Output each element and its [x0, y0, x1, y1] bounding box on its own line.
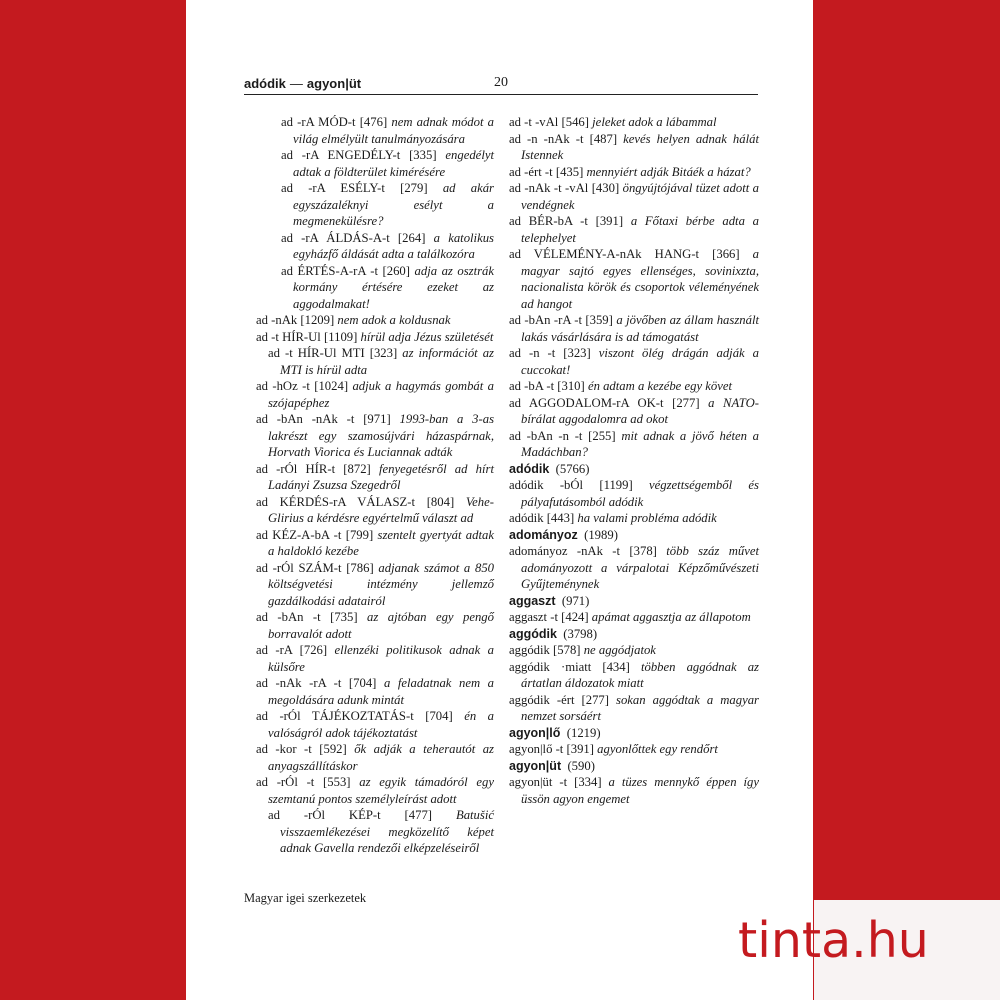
- header-guide-words: [244, 76, 361, 91]
- headword-frequency: (1219): [566, 725, 601, 740]
- footer-title: Magyar igei szerkezetek: [244, 891, 367, 905]
- construction-pattern: ad -rA ESÉLY-t [279]: [281, 181, 428, 195]
- construction-entry: [509, 741, 759, 758]
- example-sentence: Vehe-Glirius a kérdésre egyértelmű választ ad: [268, 494, 495, 525]
- construction-entry: [256, 411, 494, 461]
- construction-pattern: ad -bAn -t [735]: [256, 610, 358, 624]
- header-right-word: agyon|üt: [306, 76, 362, 91]
- example-sentence: nem adok a koldusnak: [337, 313, 451, 327]
- headword: adódik: [509, 461, 550, 476]
- construction-pattern: aggaszt -t [424]: [509, 610, 589, 624]
- construction-entry: [509, 774, 759, 807]
- construction-entry: [509, 659, 759, 692]
- construction-pattern: ad -rA ENGEDÉLY-t [335]: [281, 148, 437, 162]
- construction-pattern: ad KÉRDÉS-rA VÁLASZ-t [804]: [256, 494, 455, 509]
- construction-entry: [256, 527, 494, 560]
- example-sentence: a katolikus egyházfő áldását adta a találkozóra: [293, 230, 494, 261]
- example-sentence: öngyújtójával tüzet adott a vendégnek: [521, 181, 759, 212]
- construction-pattern: ad -nAk -rA -t [704]: [256, 676, 377, 690]
- example-sentence: kevés helyen adnak hálát Istennek: [521, 131, 759, 162]
- construction-entry: [268, 807, 494, 857]
- example-sentence: jeleket adok a lábammal: [592, 115, 717, 129]
- example-sentence: ad akár egyszázaléknyi esélyt a megmenekülésre?: [293, 181, 494, 228]
- construction-pattern: aggódik ·miatt [434]: [509, 659, 630, 674]
- example-sentence: én a valóságról adok tájékoztatást: [268, 709, 494, 740]
- construction-entry: [509, 692, 759, 725]
- construction-entry: [256, 312, 494, 329]
- example-sentence: a jövőben az állam használt lakás vásárlására is ad támogatást: [521, 313, 759, 344]
- headword-entry: [509, 593, 759, 610]
- running-header: [244, 76, 758, 95]
- headword-frequency: (590): [567, 758, 595, 773]
- construction-entry: [268, 345, 494, 378]
- construction-pattern: ad -rÓl HÍR-t [872]: [256, 461, 371, 476]
- construction-entry: [509, 543, 759, 593]
- headword: agyon|lő: [509, 725, 561, 740]
- example-sentence: sokan aggódtak a magyar nemzet sorsáért: [521, 692, 759, 723]
- construction-entry: [509, 428, 759, 461]
- construction-pattern: ad -n -nAk -t [487]: [509, 131, 618, 146]
- construction-entry: [509, 378, 759, 395]
- construction-entry: [509, 510, 759, 527]
- headword-frequency: (1989): [584, 527, 618, 542]
- construction-entry: [256, 560, 494, 610]
- example-sentence: nem adnak módot a világ elmélyült tanulmányozására: [293, 115, 494, 146]
- headword: adományoz: [509, 527, 578, 542]
- example-sentence: a magyar sajtó egyes ellenséges, sovinixzta, nacionalista körök és csoportok véleményének ad hangot: [521, 247, 760, 311]
- construction-entry: [509, 213, 759, 246]
- construction-pattern: ad -t -vAl [546]: [509, 115, 589, 129]
- headword-entry: [509, 758, 759, 775]
- construction-pattern: ad -t HÍR-Ul [1109]: [256, 329, 358, 344]
- example-sentence: ők adják a teherautót az anyagszállításkor: [268, 742, 494, 773]
- headword-entry: [509, 527, 759, 544]
- headword-entry: [509, 626, 759, 643]
- construction-pattern: ad -rÓl SZÁM-t [786]: [256, 560, 374, 575]
- construction-pattern: ad -kor -t [592]: [256, 742, 347, 756]
- construction-pattern: ad -hOz -t [1024]: [256, 379, 349, 393]
- example-sentence: több száz művet adományozott a várpalotai Képzőművészeti Gyűjteménynek: [521, 544, 760, 591]
- example-sentence: végzettségemből és pályafutásomból adódik: [521, 478, 759, 509]
- example-sentence: mennyiért adják Bitáék a házat?: [586, 164, 751, 179]
- construction-entry: [281, 114, 494, 147]
- example-sentence: ne aggódjatok: [583, 643, 656, 657]
- construction-entry: [509, 246, 759, 312]
- example-sentence: én adtam a kezébe egy követ: [587, 379, 733, 393]
- construction-entry: [509, 642, 759, 659]
- construction-entry: [509, 312, 759, 345]
- example-sentence: szentelt gyertyát adtak a haldokló kezébe: [268, 527, 494, 558]
- construction-pattern: ad -nAk [1209]: [256, 313, 335, 327]
- construction-entry: [509, 164, 759, 181]
- construction-pattern: ad -rÓl TÁJÉKOZTATÁS-t [704]: [256, 709, 453, 723]
- construction-pattern: ad -n -t [323]: [509, 346, 591, 360]
- example-sentence: az ajtóban egy pengő borravalót adott: [268, 610, 494, 641]
- left-column: [256, 114, 494, 857]
- construction-pattern: ad ÉRTÉS-A-rA -t [260]: [281, 263, 411, 278]
- construction-entry: [509, 114, 759, 131]
- example-sentence: viszont ölég drágán adják a cuccokat!: [521, 346, 760, 377]
- headword-frequency: (3798): [563, 626, 598, 641]
- construction-pattern: ad -t HÍR-Ul MTI [323]: [268, 346, 398, 360]
- construction-entry: [256, 461, 494, 494]
- construction-pattern: ad -ért -t [435]: [509, 164, 584, 179]
- construction-pattern: ad -rA ÁLDÁS-A-t [264]: [281, 230, 426, 245]
- construction-pattern: agyon|lő -t [391]: [509, 742, 594, 756]
- example-sentence: a Főtaxi bérbe adta a telephelyet: [521, 214, 759, 245]
- example-sentence: adja az osztrák kormány értésére ezeket az aggodalmakat!: [293, 263, 495, 311]
- construction-entry: [509, 180, 759, 213]
- tinta-logo[interactable]: tinta.hu: [738, 912, 929, 969]
- construction-entry: [281, 180, 494, 230]
- construction-entry: [256, 741, 494, 774]
- construction-pattern: ad -nAk -t -vAl [430]: [509, 181, 620, 195]
- construction-pattern: ad -rA [726]: [256, 643, 328, 657]
- construction-entry: [256, 642, 494, 675]
- construction-entry: [509, 345, 759, 378]
- headword-entry: [509, 461, 759, 478]
- construction-pattern: aggódik -ért [277]: [509, 692, 609, 707]
- construction-entry: [256, 708, 494, 741]
- example-sentence: agyonlőttek egy rendőrt: [597, 742, 718, 756]
- example-sentence: fenyegetésről ad hírt Ladányi Zsuzsa Szegedről: [268, 461, 494, 492]
- construction-entry: [509, 609, 759, 626]
- construction-pattern: ad -bA -t [310]: [509, 379, 585, 393]
- construction-entry: [281, 230, 494, 263]
- example-sentence: hírül adja Jézus születését: [360, 329, 494, 344]
- example-sentence: 1993-ban a 3-as lakrészt egy szamosújvári házaspárnak, Horvath Viorica és Luciannak adták: [268, 412, 495, 459]
- construction-entry: [281, 147, 494, 180]
- construction-entry: [509, 477, 759, 510]
- example-sentence: a NATO-bírálat aggodalomra ad okot: [521, 395, 759, 426]
- example-sentence: a feladatnak nem a megoldására adunk mintát: [268, 676, 495, 707]
- construction-entry: [281, 263, 494, 313]
- construction-pattern: adódik [443]: [509, 511, 575, 525]
- example-sentence: többen aggódnak az ártatlan áldozatok miatt: [521, 659, 759, 690]
- construction-pattern: adományoz -nAk -t [378]: [509, 544, 657, 558]
- construction-entry: [256, 609, 494, 642]
- construction-entry: [256, 329, 494, 346]
- construction-pattern: ad -bAn -nAk -t [971]: [256, 412, 391, 426]
- construction-pattern: ad -rA MÓD-t [476]: [281, 115, 388, 129]
- example-sentence: mit adnak a jövő héten a Madáchban?: [521, 428, 760, 459]
- construction-entry: [256, 378, 494, 411]
- construction-entry: [256, 774, 494, 807]
- example-sentence: Batušić visszaemlékezései megközelítő képet adnak Gavella rendezői elképzeléseiről: [280, 808, 494, 855]
- example-sentence: adjanak számot a 850 költségvetési intézmény jellemző gazdálkodási adatairól: [268, 560, 495, 608]
- headword-frequency: (5766): [555, 461, 590, 476]
- example-sentence: engedélyt adtak a földterület kimérésére: [293, 148, 494, 179]
- construction-pattern: ad BÉR-bA -t [391]: [509, 214, 624, 228]
- headword-entry: [509, 725, 759, 742]
- construction-entry: [256, 675, 494, 708]
- example-sentence: ha valami probléma adódik: [577, 511, 717, 525]
- example-sentence: az egyik támadóról egy szemtanú pontos személyleírást adott: [268, 775, 494, 806]
- construction-pattern: ad -bAn -n -t [255]: [509, 428, 616, 443]
- example-sentence: ellenzéki politikusok adnak a külsőre: [268, 643, 494, 674]
- right-column: [509, 114, 759, 807]
- example-sentence: a tüzes mennykő éppen így üssön agyon engemet: [521, 775, 759, 806]
- construction-pattern: ad -rÓl -t [553]: [256, 775, 351, 789]
- construction-pattern: ad KÉZ-A-bA -t [799]: [256, 527, 374, 542]
- headword: agyon|üt: [509, 758, 562, 773]
- headword-frequency: (971): [561, 593, 590, 608]
- example-sentence: adjuk a hagymás gombát a szójapéphez: [268, 379, 495, 410]
- construction-entry: [256, 494, 494, 527]
- construction-pattern: agyon|üt -t [334]: [509, 775, 602, 789]
- construction-entry: [509, 131, 759, 164]
- construction-pattern: aggódik [578]: [509, 643, 581, 657]
- header-left-word: adódik: [244, 76, 286, 91]
- construction-pattern: ad -bAn -rA -t [359]: [509, 313, 613, 327]
- headword: aggódik: [509, 626, 557, 641]
- construction-entry: [509, 395, 759, 428]
- page-number: 20: [494, 75, 508, 90]
- example-sentence: apámat aggasztja az állapotom: [591, 610, 751, 624]
- construction-pattern: ad AGGODALOM-rA OK-t [277]: [509, 395, 700, 410]
- construction-pattern: adódik -bÓl [1199]: [509, 478, 633, 492]
- header-dash: —: [289, 76, 303, 91]
- headword: aggaszt: [509, 593, 556, 608]
- construction-pattern: ad VÉLEMÉNY-A-nAk HANG-t [366]: [509, 247, 740, 261]
- construction-pattern: ad -rÓl KÉP-t [477]: [268, 808, 433, 822]
- example-sentence: az információt az MTI is hírül adta: [280, 346, 494, 377]
